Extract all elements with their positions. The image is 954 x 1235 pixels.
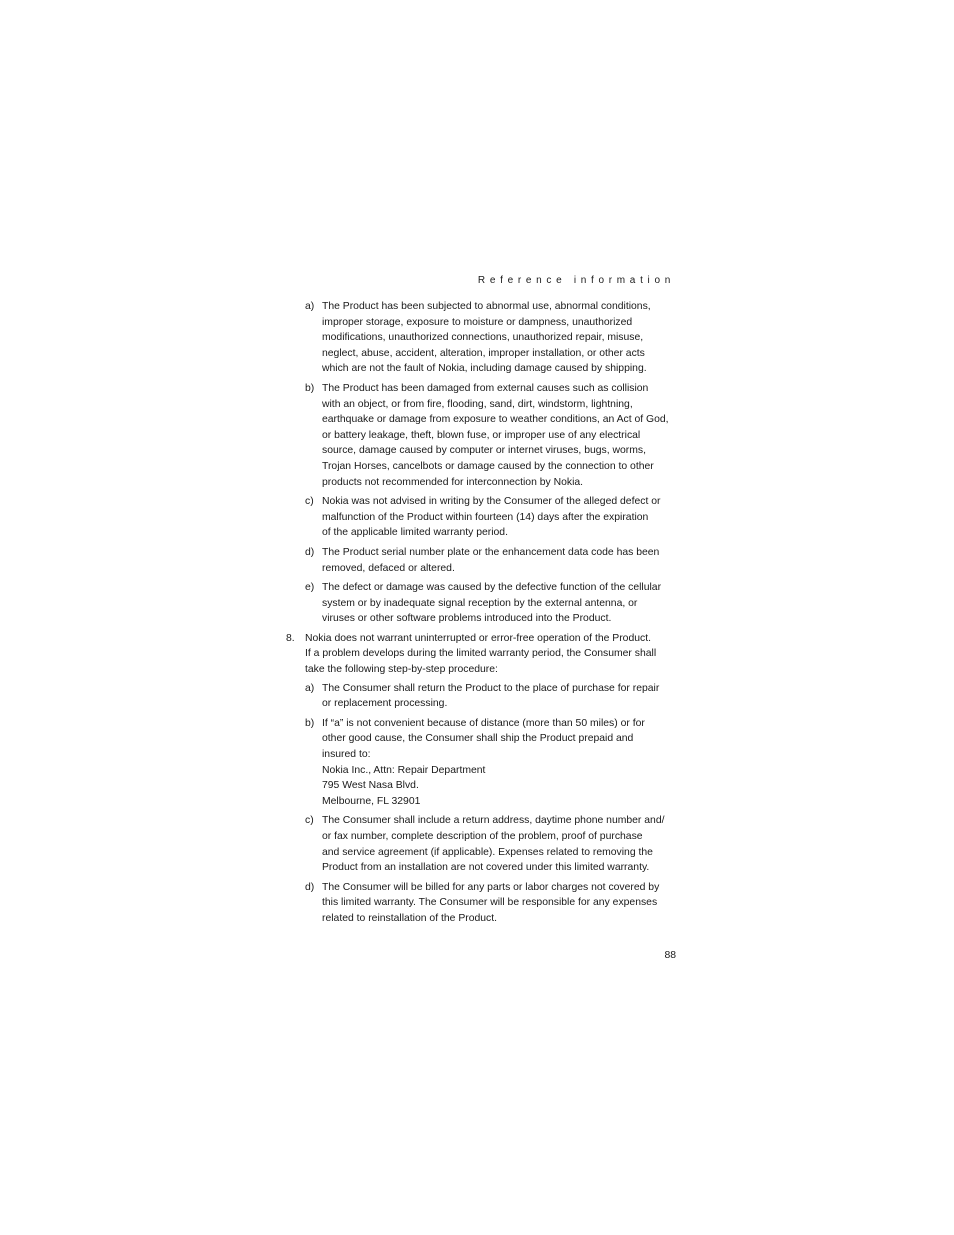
list-marker: b) (305, 382, 315, 394)
list-item (286, 716, 676, 810)
list-item (286, 681, 676, 712)
text-line: system or by inadequate signal reception by the external antenna, or (322, 597, 638, 609)
page-number: 88 (664, 950, 676, 961)
section-header: Reference information (477, 275, 675, 286)
text-line: source, damage caused by computer or internet viruses, bugs, worms, (322, 445, 646, 457)
list-marker: d) (305, 881, 315, 893)
address-line: Nokia Inc., Attn: Repair Department (322, 764, 486, 776)
numbered-item (286, 631, 676, 678)
text-line: If a problem develops during the limited warranty period, the Consumer shall (305, 648, 657, 660)
text-line: take the following step-by-step procedure: (305, 664, 498, 676)
list-item (286, 299, 676, 377)
text-line: related to reinstallation of the Product. (322, 912, 498, 924)
text-line: earthquake or damage from exposure to weather conditions, an Act of God, (322, 414, 669, 426)
text-line: modifications, unauthorized connections, unauthorized repair, misuse, (322, 332, 644, 344)
text-line: The Consumer will be billed for any parts or labor charges not covered by (322, 881, 660, 893)
list-item (286, 813, 676, 875)
text-line: neglect, abuse, accident, alteration, improper installation, or other acts (322, 347, 645, 359)
address-line: Melbourne, FL 32901 (322, 795, 421, 807)
address-line: 795 West Nasa Blvd. (322, 780, 419, 792)
text-line: Trojan Horses, cancelbots or damage caused by the connection to other (322, 460, 654, 472)
text-line: improper storage, exposure to moisture or dampness, unauthorized (322, 316, 633, 328)
list-item (286, 580, 676, 627)
list-item (286, 880, 676, 927)
list-marker: c) (305, 815, 314, 827)
text-line: The Product serial number plate or the enhancement data code has been (322, 546, 660, 558)
list-marker: c) (305, 496, 314, 508)
list-item (286, 545, 676, 576)
text-line: The Consumer shall return the Product to the place of purchase for repair (322, 682, 660, 694)
text-line: which are not the fault of Nokia, including damage caused by shipping. (322, 363, 647, 375)
text-line: The Product has been damaged from external causes such as collision (322, 382, 649, 394)
text-line: Product from an installation are not covered under this limited warranty. (322, 862, 650, 874)
text-line: or battery leakage, theft, blown fuse, or improper use of any electrical (322, 429, 641, 441)
text-line: malfunction of the Product within fourteen (14) days after the expiration (322, 511, 649, 523)
list-item (286, 381, 676, 490)
list-item (286, 494, 676, 541)
list-marker: b) (305, 717, 315, 729)
list-marker: 8. (286, 632, 295, 644)
text-line: or replacement processing. (322, 698, 448, 710)
text-line: The Consumer shall include a return address, daytime phone number and/ (322, 815, 665, 827)
text-line: Nokia does not warrant uninterrupted or error-free operation of the Product. (305, 632, 651, 644)
text-line: products not recommended for interconnection by Nokia. (322, 476, 584, 488)
text-line: or fax number, complete description of the problem, proof of purchase (322, 831, 643, 842)
text-line: viruses or other software problems introduced into the Product. (322, 613, 612, 625)
text-line: other good cause, the Consumer shall ship the Product prepaid and (322, 733, 634, 745)
text-line: and service agreement (if applicable). Expenses related to removing the (322, 846, 653, 858)
document-body (286, 299, 676, 931)
list-marker: a) (305, 682, 315, 694)
text-line: removed, defaced or altered. (322, 562, 455, 574)
text-line: of the applicable limited warranty period. (322, 527, 508, 539)
list-marker: e) (305, 582, 315, 594)
list-marker: a) (305, 301, 315, 312)
text-line: Nokia was not advised in writing by the Consumer of the alleged defect or (322, 496, 661, 508)
text-line: The defect or damage was caused by the defective function of the cellular (322, 582, 662, 594)
text-line: insured to: (322, 749, 371, 761)
list-marker: d) (305, 546, 315, 558)
text-line: this limited warranty. The Consumer will be responsible for any expenses (322, 897, 658, 909)
text-line: The Product has been subjected to abnormal use, abnormal conditions, (322, 301, 651, 312)
text-line: with an object, or from fire, flooding, sand, dirt, windstorm, lightning, (322, 398, 633, 410)
text-line: If “a” is not convenient because of distance (more than 50 miles) or for (322, 717, 645, 729)
